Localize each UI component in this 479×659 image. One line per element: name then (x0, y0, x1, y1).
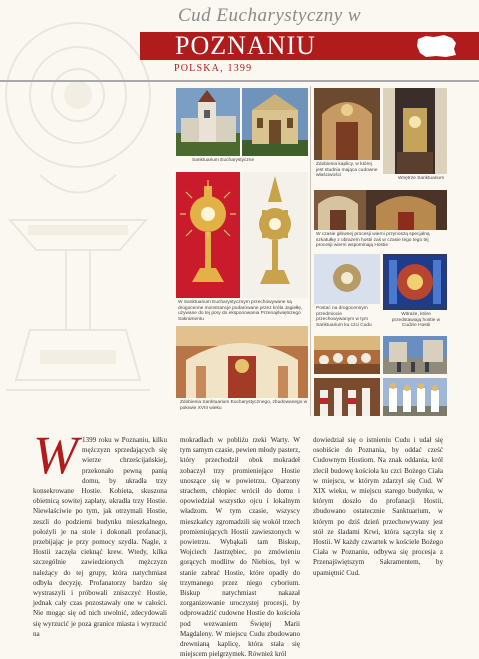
article-text-3: dowiedział się o istnieniu Cudu i udał się osobiście do Poznania, by oddać cześć Cudownym Hostiom. Na znak oddania, król zlecił budowę kościoła ku czci Bożego Ciała w miejscu, w którym zdarzył się Cud. W XIX wieku, w miejscu starego budynku, w którym doszło do profanacji Hostii, zbudowano ostatecznie Sanktuarium, w którym po dziś dzień przechowywany jest stół ze śladami Krwi, która sączyła się z Hostii. W każdy czwartek w kościele Bożego Ciała w Poznaniu, odbywa się procesja z Przenajświętszym Sakramentem, by upamiętnić Cud. (313, 436, 443, 577)
caption-monstrances: W Sanktuarium Eucharystycznym przechowywane są drogocenne monstrancje podarowane przez króla Jagiełłę, używane do tej pory do eksponowania Przenajświętszego Sakramentu (178, 300, 303, 322)
header-rule (0, 80, 479, 82)
photo-congregation (314, 336, 380, 374)
column-divider (310, 86, 311, 416)
photo-relic (314, 254, 380, 304)
photo-gold-monstrance (242, 172, 308, 298)
poland-map-icon (412, 33, 462, 59)
photo-stained-glass (383, 254, 447, 310)
photo-ornate-chapel (314, 88, 380, 160)
article (0, 420, 479, 659)
pretitle: Cud Eucharystyczny w (178, 5, 362, 26)
page-header (0, 0, 479, 84)
article-text-1: 1399 roku w Poznaniu, kilku mężczyzn sprzedających się wierze chrześcijańskiej, przekonało pewną panią domu, by ukradła trzy konsekrowane Hostie. Kobieta, skuszona obietnicą sowitej zapłaty, ukradła trzy Hostie. Niewłaściwie po tym, jak otrzymali Hostie, zeszli do podziemi budynku mieszkalnego, położyli je na stole i dokonali profanacji, przebijając je przy pomocy szydła. Nagle, z Hostii zaczęła cieknąć krew. Wtedy, kilka szczególnie zawiedzionych mężczyzn należący do tej grupy, która natychmiast odbyła decyzję. Profanatorzy bardzo się wystraszyli i próbowali zniszczyć Hostie, jednak cały czas pozostawały one w całości. Nie mogąc się od nich uwolnić, zdecydowali się wyrzucić je poza granice miasta i wyrzucić na (33, 436, 167, 638)
photo-church-facade (242, 88, 308, 156)
photo-girls-procession (383, 378, 447, 416)
caption-stained-glass: Witraże, które przedstawiają hostie w Cudzie Hostii (391, 312, 441, 329)
caption-church: Sanktuarium Eucharystyczne (192, 158, 255, 163)
article-text-2: mokradłach w pobliżu rzeki Warty. W tym samym czasie, pewien młody pasterz, który przechodził obok mokradeł zobaczył trzy promieniejące Hostie unoszące się w powietrzu. Oparzony strachem, chłopiec wrócił do domu i opowiedział wszystko ojcu i lokalnym władzom. W tym czasie, wszyscy mieszkańcy zgromadzili się wokół trzech promieniujących Hostii zawieszonych w powietrzu. Wybąkali tam Biskup, Wojciech Jastrzębiec, po zmówieniu gorących modlitw do Niebios, był w stanie zabrać Hostie, które opadły do trzymanego przez niego cyborium. Biskup natychmiast nakazał zorganizowanie uroczystej procesji, by odprowadzić cudowne Hostie do kościoła pod wezwaniem Świętej Marii Magdaleny. W miejscu Cudu zbudowano drewnianą kaplicę, która stała się miejscem pielgrzymek. Również król (180, 436, 300, 659)
caption-ornate-chapel: Zdobienia kaplicy, w której jest studnia mająca cudowne właściwości (316, 162, 378, 179)
photo-altar-boys (314, 378, 380, 416)
caption-chapel: Zdobienia Sanktuarium Eucharystycznego, zbudowanego w połowie XVIII wieku (180, 400, 308, 411)
photo-red-monstrance (176, 172, 240, 298)
caption-nave: Wnętrze Sanktuarium (397, 176, 445, 181)
photo-procession-rooms (314, 190, 447, 230)
photo-outdoor-procession (383, 336, 447, 374)
photo-church-tower (176, 88, 240, 156)
caption-procession: W czasie głównej procesji wierni przynoszą specjalną szkatułkę z obrazem hostii zaś w czasie tego tego tej procesji wierni wspominają Hostie (316, 232, 430, 249)
article-column-1 (33, 425, 167, 639)
drop-cap: W (33, 425, 78, 485)
subtitle: POLSKA, 1399 (174, 63, 253, 74)
photo-nave-altar (383, 88, 447, 174)
title-band (140, 32, 479, 60)
page-title: POZNANIU (175, 31, 316, 60)
photo-chapel-interior (176, 326, 308, 398)
article-column-2 (180, 435, 300, 659)
article-column-3 (313, 435, 443, 578)
caption-relic: Postać na drogocennym przedmiocie przechowywanym w tym Sanktuarium ku czci Cudu (316, 306, 372, 328)
